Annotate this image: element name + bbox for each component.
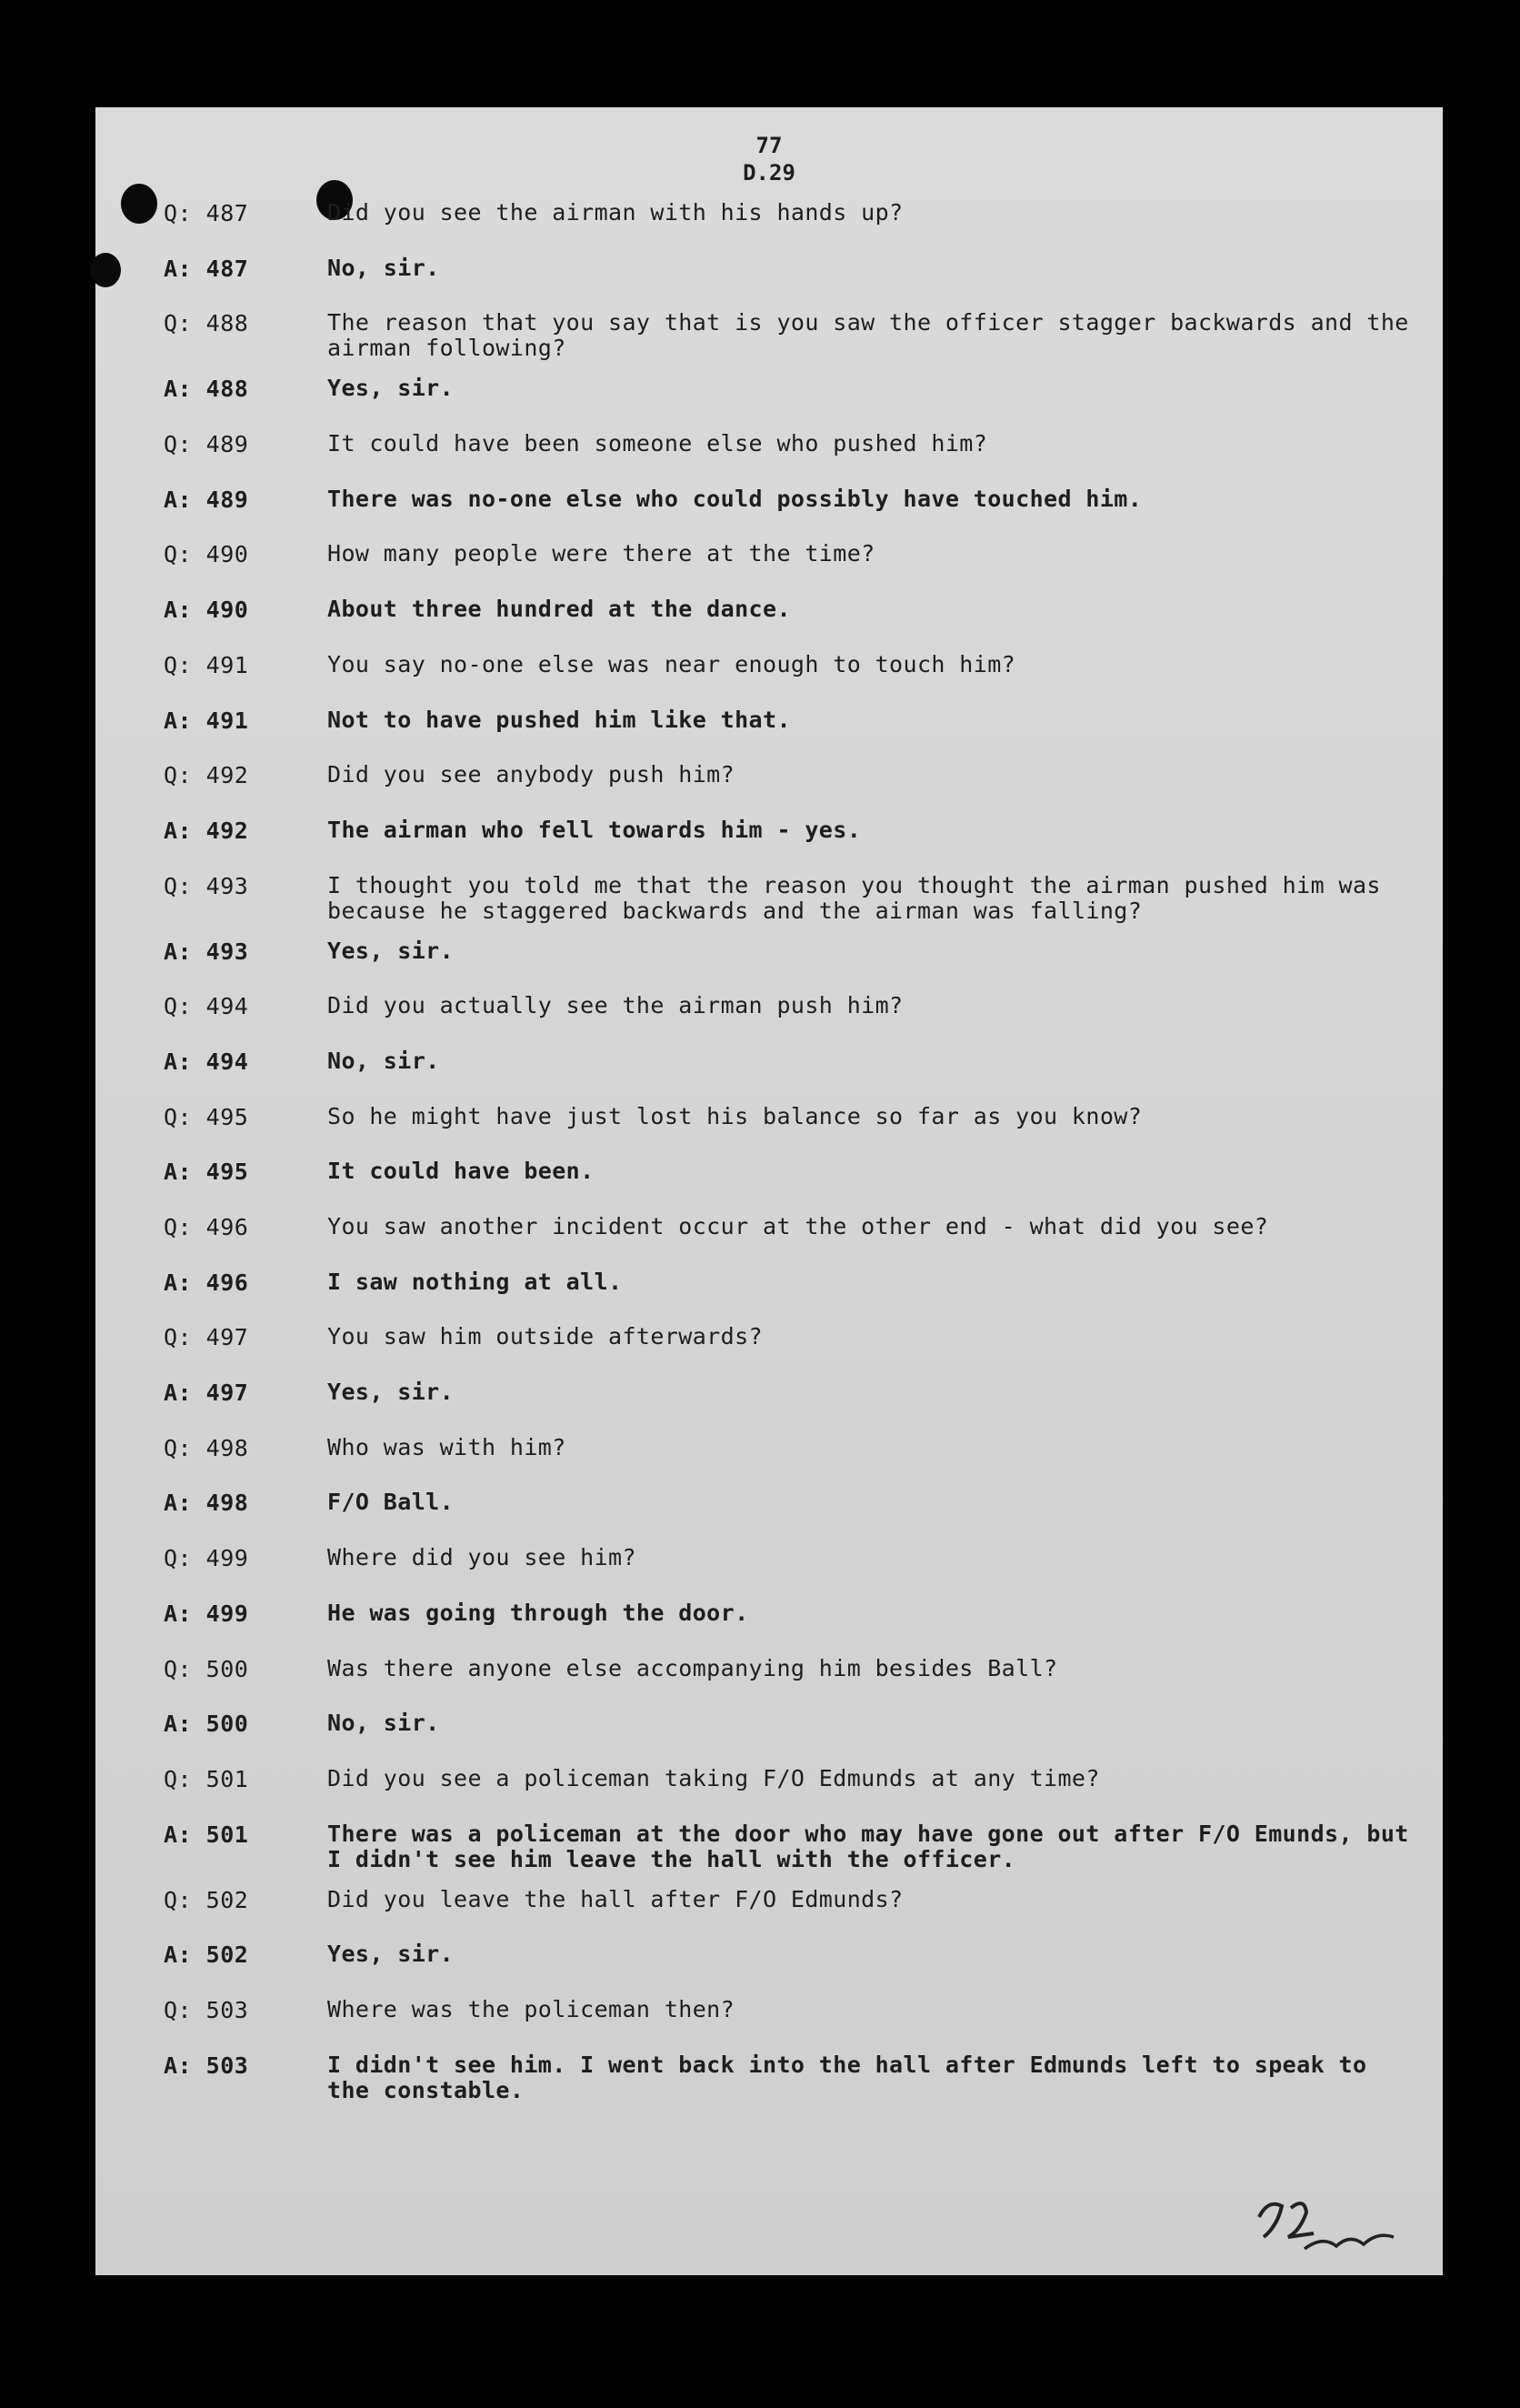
answer-entry — [164, 938, 1409, 994]
entry-label: A: 490 — [164, 597, 249, 624]
entry-text: No, sir. — [327, 1710, 440, 1737]
question-entry — [164, 431, 1409, 487]
entry-text: Did you leave the hall after F/O Edmunds? — [327, 1885, 904, 1912]
entry-label: A: 493 — [164, 938, 249, 965]
entry-label: Q: 495 — [164, 1103, 249, 1130]
entry-label: Q: 503 — [164, 1996, 249, 2023]
question-entry — [164, 1887, 1409, 1942]
entry-label: A: 500 — [164, 1711, 249, 1738]
question-entry — [164, 762, 1409, 818]
question-entry — [164, 1435, 1409, 1490]
entry-text: No, sir. — [327, 1047, 440, 1074]
handwritten-scribble-icon — [1250, 2181, 1405, 2263]
entry-label: Q: 497 — [164, 1324, 249, 1351]
entry-label: Q: 491 — [164, 651, 249, 678]
entry-text: Was there anyone else accompanying him besides Ball? — [327, 1654, 1058, 1681]
entry-text: Did you actually see the airman push him? — [327, 992, 904, 1019]
entry-label: Q: 498 — [164, 1434, 249, 1461]
entry-label: A: 491 — [164, 707, 249, 734]
question-entry — [164, 1766, 1409, 1821]
entry-text: There was a policeman at the door who may have gone out after F/O Emunds, but I didn't see him leave the hall with the officer. — [327, 1820, 1424, 1872]
entry-text: Did you see a policeman taking F/O Edmunds at any time? — [327, 1764, 1100, 1791]
answer-entry — [164, 1048, 1409, 1104]
entry-text: He was going through the door. — [327, 1599, 749, 1626]
entry-text: No, sir. — [327, 254, 440, 281]
question-entry — [164, 1214, 1409, 1269]
question-entry — [164, 1545, 1409, 1600]
answer-entry — [164, 1600, 1409, 1656]
entry-text: So he might have just lost his balance so far as you know? — [327, 1102, 1143, 1129]
page-number: 77 — [755, 133, 783, 158]
entry-label: A: 502 — [164, 1941, 249, 1969]
entry-text: Did you see anybody push him? — [327, 761, 735, 788]
entry-label: Q: 500 — [164, 1655, 249, 1682]
entry-text: I saw nothing at all. — [327, 1268, 623, 1295]
entry-label: A: 489 — [164, 486, 249, 513]
answer-entry — [164, 1941, 1409, 1997]
punch-hole — [121, 184, 157, 224]
entry-text: Yes, sir. — [327, 1379, 455, 1406]
punch-hole — [90, 253, 121, 287]
question-entry — [164, 1997, 1409, 2052]
entry-label: A: 492 — [164, 817, 249, 844]
entry-text: I thought you told me that the reason you thought the airman pushed him was because he staggered backwards and the airman was falling? — [327, 871, 1395, 924]
entry-text: F/O Ball. — [327, 1489, 455, 1516]
entry-label: Q: 488 — [164, 310, 249, 337]
question-entry — [164, 993, 1409, 1048]
answer-entry — [164, 818, 1409, 873]
entry-text: Who was with him? — [327, 1433, 566, 1460]
answer-entry — [164, 256, 1409, 311]
answer-entry — [164, 597, 1409, 652]
question-entry — [164, 652, 1409, 707]
entry-label: Q: 496 — [164, 1214, 249, 1240]
document-reference: D.29 — [743, 160, 795, 186]
handwritten-annotation — [1250, 2181, 1405, 2263]
entry-label: A: 503 — [164, 2052, 249, 2079]
question-entry — [164, 1104, 1409, 1159]
question-entry — [164, 541, 1409, 597]
answer-entry — [164, 1820, 1424, 1887]
entry-text: About three hundred at the dance. — [327, 596, 791, 623]
answer-entry — [164, 1490, 1409, 1545]
transcript-list — [164, 199, 1424, 2118]
entry-text: It could have been. — [327, 1158, 595, 1185]
entry-label: Q: 493 — [164, 872, 249, 899]
question-entry — [164, 309, 1424, 376]
answer-entry — [164, 1380, 1409, 1435]
entry-text: It could have been someone else who pushed him? — [327, 430, 988, 457]
entry-text: Did you see the airman with his hands up? — [327, 199, 904, 226]
entry-text: The airman who fell towards him - yes. — [327, 816, 862, 843]
entry-label: A: 501 — [164, 1821, 249, 1848]
entry-label: A: 495 — [164, 1159, 249, 1186]
answer-entry — [164, 1711, 1409, 1766]
entry-label: A: 487 — [164, 255, 249, 282]
entry-text: Where was the policeman then? — [327, 1995, 735, 2022]
entry-label: A: 488 — [164, 376, 249, 403]
entry-text: You saw him outside afterwards? — [327, 1323, 763, 1350]
document-page — [95, 107, 1443, 2275]
answer-entry — [164, 1269, 1409, 1325]
question-entry — [164, 1324, 1409, 1380]
entry-text: You saw another incident occur at the other end - what did you see? — [327, 1213, 1269, 1239]
entry-text: You say no-one else was near enough to touch him? — [327, 650, 1016, 677]
question-entry — [164, 1656, 1409, 1711]
entry-label: Q: 499 — [164, 1545, 249, 1572]
entry-label: Q: 492 — [164, 762, 249, 789]
entry-label: Q: 501 — [164, 1765, 249, 1792]
entry-label: Q: 487 — [164, 200, 249, 226]
entry-label: Q: 489 — [164, 431, 249, 458]
entry-text: How many people were there at the time? — [327, 540, 875, 567]
entry-text: Yes, sir. — [327, 1941, 455, 1968]
answer-entry — [164, 376, 1409, 431]
entry-label: Q: 502 — [164, 1886, 249, 1913]
answer-entry — [164, 2052, 1409, 2118]
entry-label: A: 494 — [164, 1048, 249, 1075]
entry-text: Not to have pushed him like that. — [327, 706, 791, 733]
entry-text: Yes, sir. — [327, 937, 455, 964]
answer-entry — [164, 1159, 1409, 1214]
entry-text: I didn't see him. I went back into the hall after Edmunds left to speak to the constable. — [327, 2051, 1381, 2103]
entry-text: Where did you see him? — [327, 1544, 636, 1571]
entry-text: The reason that you say that is you saw the officer stagger backwards and the airman following? — [327, 309, 1424, 362]
entry-label: A: 498 — [164, 1490, 249, 1517]
answer-entry — [164, 707, 1409, 763]
entry-text: Yes, sir. — [327, 375, 455, 402]
entry-label: A: 496 — [164, 1269, 249, 1296]
question-entry — [164, 873, 1409, 938]
answer-entry — [164, 487, 1409, 542]
entry-label: Q: 494 — [164, 993, 249, 1020]
entry-label: Q: 490 — [164, 541, 249, 568]
entry-label: A: 497 — [164, 1380, 249, 1407]
entry-text: There was no-one else who could possibly have touched him. — [327, 485, 1143, 512]
question-entry — [164, 200, 1409, 256]
entry-label: A: 499 — [164, 1600, 249, 1627]
